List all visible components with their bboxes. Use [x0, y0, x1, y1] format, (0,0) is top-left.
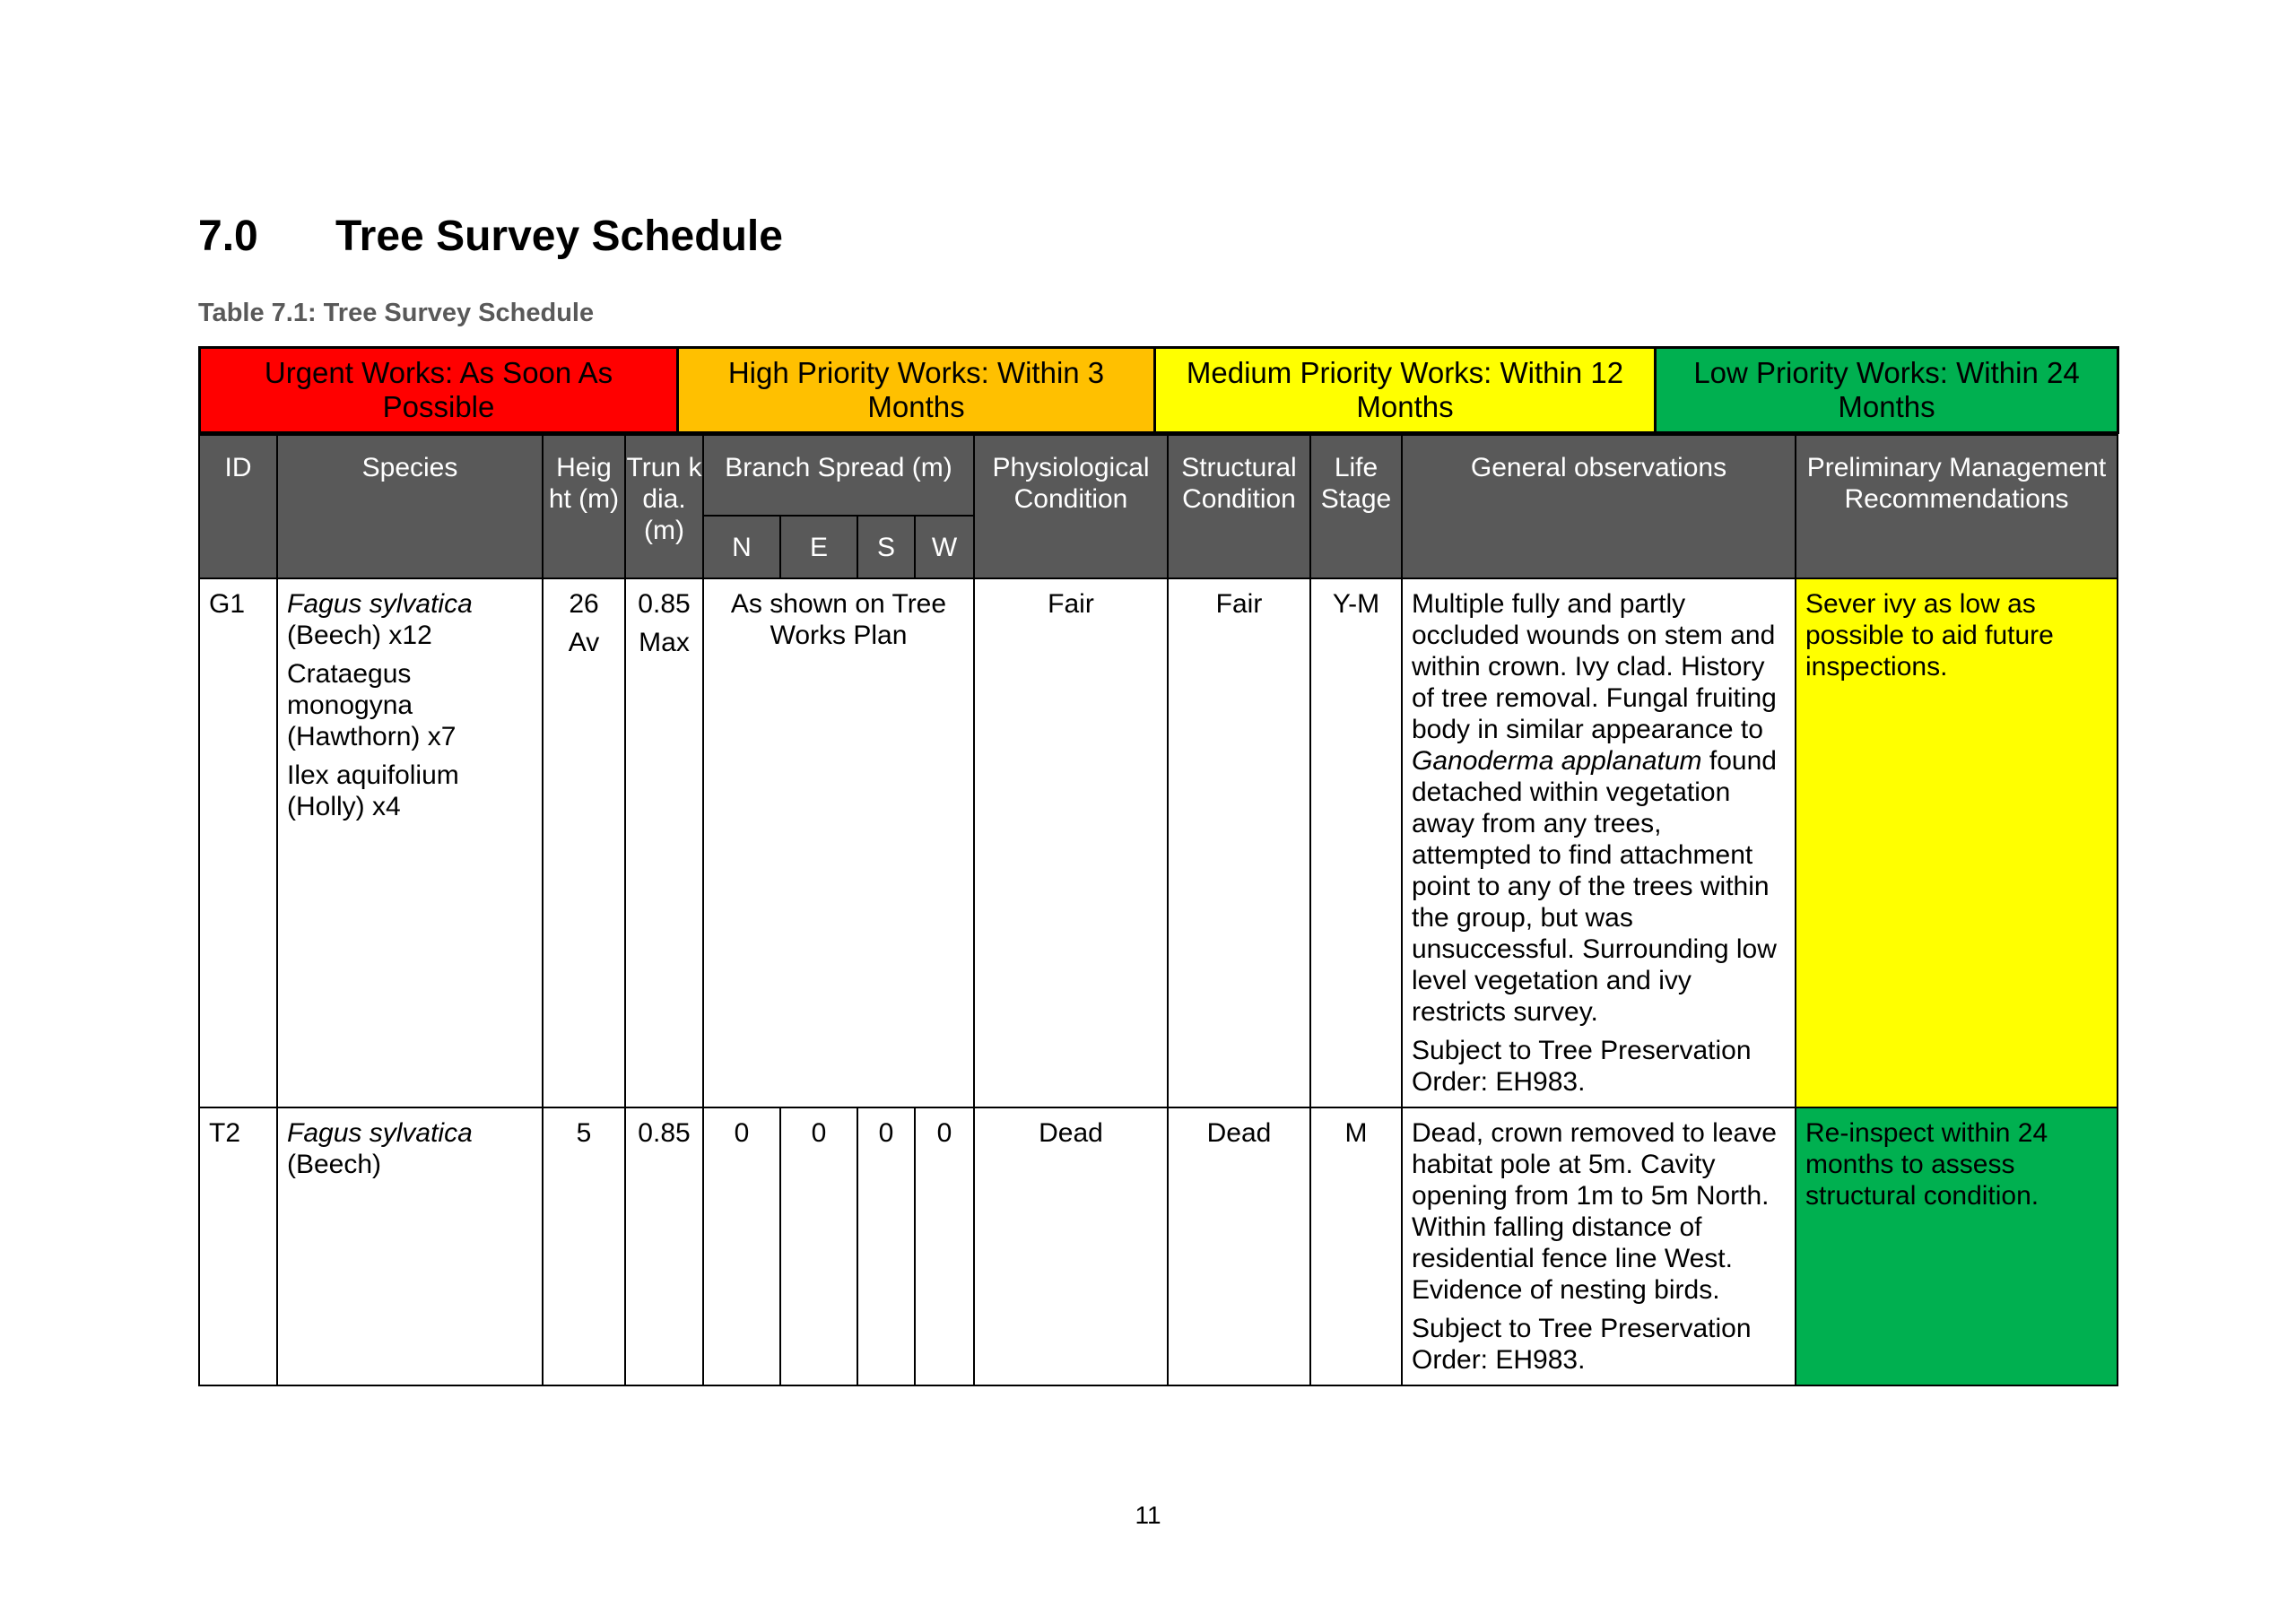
col-spread-w: W [915, 516, 974, 578]
col-physiological: Physiological Condition [974, 435, 1168, 578]
col-species: Species [277, 435, 543, 578]
row-observations [1402, 1107, 1796, 1385]
species-entry: Crataegus monogyna (Hawthorn) x7 [287, 659, 457, 751]
col-recommendations: Preliminary Management Recommendations [1796, 435, 2118, 578]
row-physiological: Fair [974, 578, 1168, 1107]
table-row [199, 1107, 2118, 1385]
row-life-stage: M [1310, 1107, 1402, 1385]
col-structural: Structural Condition [1168, 435, 1310, 578]
row-structural: Dead [1168, 1107, 1310, 1385]
species-entry: Ilex aquifolium (Holly) x4 [287, 760, 459, 821]
row-observations [1402, 578, 1796, 1107]
priority-key-table [198, 346, 2119, 434]
priority-medium: Medium Priority Works: Within 12 Months [1155, 348, 1656, 433]
col-trunk: Trun k dia. (m) [625, 435, 703, 578]
observation-text: Dead, crown removed to leave habitat pole at 5m. Cavity opening from 1m to 5m North. Within falling distance of residential fence line West. Evidence of nesting birds. [1412, 1118, 1777, 1305]
priority-low: Low Priority Works: Within 24 Months [1656, 348, 2118, 433]
row-spread-s: 0 [857, 1107, 915, 1385]
col-spread-n: N [703, 516, 780, 578]
col-id: ID [199, 435, 277, 578]
species-entry: Fagus sylvatica (Beech) x12 [287, 589, 473, 650]
row-species [277, 1107, 543, 1385]
row-recommendation: Re-inspect within 24 months to assess structural condition. [1796, 1107, 2118, 1385]
row-spread-e: 0 [780, 1107, 857, 1385]
col-observations: General observations [1402, 435, 1796, 578]
row-species [277, 578, 543, 1107]
row-life-stage: Y-M [1310, 578, 1402, 1107]
priority-urgent: Urgent Works: As Soon As Possible [200, 348, 678, 433]
section-heading [198, 212, 783, 261]
row-spread-w: 0 [915, 1107, 974, 1385]
observation-text: Multiple fully and partly occluded wounds on stem and within crown. Ivy clad. History of tree removal. Fungal fruiting body in similar appearance to Ganoderma applanatum found detached within vegetation away from any trees, attempted to find attachment point to any of the trees within the group, but was unsuccessful. Surrounding low level vegetation and ivy restricts survey. [1412, 589, 1777, 1027]
row-physiological: Dead [974, 1107, 1168, 1385]
table-row [199, 578, 2118, 1107]
observation-tpo: Subject to Tree Preservation Order: EH983. [1412, 1314, 1752, 1375]
row-height: 5 [543, 1107, 625, 1385]
row-height: 26 Av [543, 578, 625, 1107]
col-life-stage: Life Stage [1310, 435, 1402, 578]
table-caption: Table 7.1: Tree Survey Schedule [198, 299, 595, 327]
row-id: G1 [199, 578, 277, 1107]
col-spread-e: E [780, 516, 857, 578]
row-trunk: 0.85 Max [625, 578, 703, 1107]
row-branch-spread: As shown on Tree Works Plan [703, 578, 974, 1107]
row-trunk: 0.85 [625, 1107, 703, 1385]
col-branch-spread: Branch Spread (m) [703, 435, 974, 516]
observation-tpo: Subject to Tree Preservation Order: EH983. [1412, 1036, 1752, 1097]
priority-high: High Priority Works: Within 3 Months [678, 348, 1155, 433]
row-spread-n: 0 [703, 1107, 780, 1385]
species-entry: Fagus sylvatica (Beech) [287, 1118, 473, 1179]
section-title: Tree Survey Schedule [335, 213, 783, 260]
section-number: 7.0 [198, 213, 258, 260]
page-number: 11 [1135, 1501, 1161, 1529]
col-spread-s: S [857, 516, 915, 578]
tree-survey-table [198, 434, 2118, 1386]
col-height: Heig ht (m) [543, 435, 625, 578]
row-recommendation: Sever ivy as low as possible to aid future inspections. [1796, 578, 2118, 1107]
row-id: T2 [199, 1107, 277, 1385]
row-structural: Fair [1168, 578, 1310, 1107]
